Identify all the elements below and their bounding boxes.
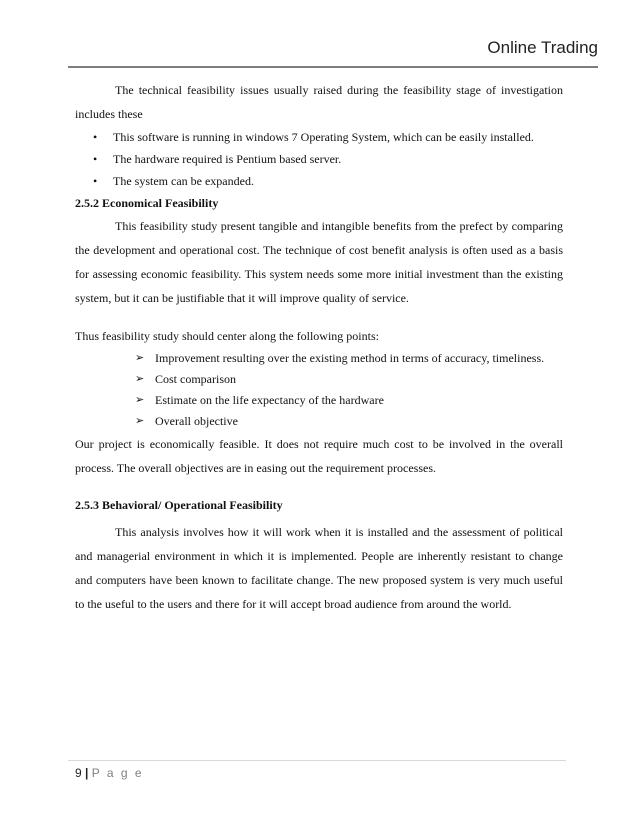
section-heading-behavioral: 2.5.3 Behavioral/ Operational Feasibility [75, 498, 283, 512]
arrow-bullet-icon: ➢ [135, 415, 145, 427]
bullet-dot-icon: • [93, 174, 98, 188]
economical-conclusion: Our project is economically feasible. It does not require much cost to be involved in the overall process. The overall objectives are in easing out the requirement processes. [75, 437, 563, 475]
bullet-dot-icon: • [93, 130, 98, 144]
footer-separator: | [85, 766, 89, 780]
list-item: • The hardware required is Pentium based server. [75, 148, 563, 170]
behavioral-paragraph: This analysis involves how it will work when it is installed and the assessment of political and managerial environment in which it is implemented. People are inherently resistant to change and computers have been known to facilitate change. The new proposed system is very much useful to the useful to the users and there for it will accept broad audience from around the world. [75, 525, 563, 611]
list-item: • This software is running in windows 7 Operating System, which can be easily installed. [75, 126, 563, 148]
page-number: 9 [75, 766, 82, 780]
points-intro: Thus feasibility study should center along the following points: [75, 329, 379, 343]
arrow-bullet-icon: ➢ [135, 352, 145, 364]
section-heading-economical: 2.5.2 Economical Feasibility [75, 196, 219, 210]
list-item: ➢ Cost comparison [75, 369, 563, 390]
technical-bullet-list [75, 126, 563, 192]
header-divider [68, 66, 598, 68]
points-list [75, 348, 563, 432]
arrow-bullet-icon: ➢ [135, 394, 145, 406]
page-header-title: Online Trading [487, 38, 598, 57]
document-body [75, 78, 563, 616]
bullet-dot-icon: • [93, 152, 98, 166]
list-item: ➢ Overall objective [75, 411, 563, 432]
arrow-bullet-icon: ➢ [135, 373, 145, 385]
page-label: P a g e [91, 766, 144, 780]
economical-paragraph: This feasibility study present tangible and intangible benefits from the prefect by comparing the development and operational cost. The technique of cost benefit analysis is often used as a basis for assessing economic feasibility. This system needs some more initial investment than the existing system, but it can be justifiable that it will improve quality of service. [75, 219, 563, 305]
list-item: ➢ Improvement resulting over the existing method in terms of accuracy, timeliness. [75, 348, 563, 369]
list-item: • The system can be expanded. [75, 170, 563, 192]
intro-paragraph: The technical feasibility issues usually raised during the feasibility stage of investigation includes these [75, 83, 563, 121]
list-item: ➢ Estimate on the life expectancy of the hardware [75, 390, 563, 411]
page-footer [75, 766, 144, 780]
footer-divider [68, 760, 566, 761]
